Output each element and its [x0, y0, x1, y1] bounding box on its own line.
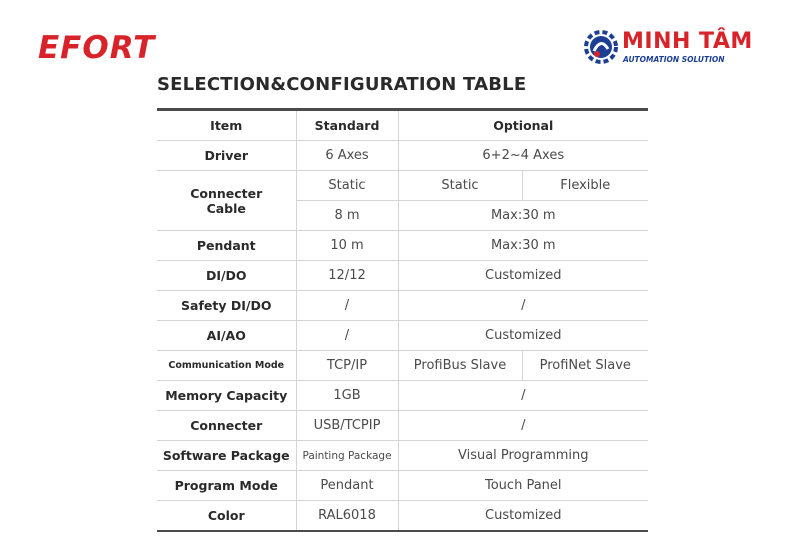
standard-driver: 6 Axes: [296, 141, 398, 171]
page-title: SELECTION&CONFIGURATION TABLE: [157, 74, 527, 95]
optional-memory: /: [398, 381, 648, 411]
minh-tam-logo: [583, 29, 768, 69]
table-row: [157, 381, 648, 411]
row-label-dido: DI/DO: [157, 261, 296, 291]
table-row: [157, 231, 648, 261]
optional-driver: 6+2~4 Axes: [398, 141, 648, 171]
standard-memory: 1GB: [296, 381, 398, 411]
configuration-table: [157, 108, 648, 532]
connecter-cable-line2: Cable: [206, 200, 246, 216]
table-row: [157, 441, 648, 471]
optional-color: Customized: [398, 501, 648, 532]
optional-cable-flexible: Flexible: [522, 171, 648, 201]
row-label-connecter-cable: [157, 171, 296, 231]
table-header-row: [157, 110, 648, 141]
optional-profibus: ProfiBus Slave: [398, 351, 522, 381]
standard-color: RAL6018: [296, 501, 398, 532]
row-label-program-mode: Program Mode: [157, 471, 296, 501]
standard-program-mode: Pendant: [296, 471, 398, 501]
header-optional: Optional: [398, 110, 648, 141]
row-label-aiao: AI/AO: [157, 321, 296, 351]
efort-logo: EFORT: [38, 30, 156, 66]
optional-dido: Customized: [398, 261, 648, 291]
standard-cable-length: 8 m: [296, 201, 398, 231]
optional-software: Visual Programming: [398, 441, 648, 471]
header-standard: Standard: [296, 110, 398, 141]
optional-cable-length: Max:30 m: [398, 201, 648, 231]
standard-connecter: USB/TCPIP: [296, 411, 398, 441]
table-row: [157, 501, 648, 532]
table-row: [157, 351, 648, 381]
row-label-memory: Memory Capacity: [157, 381, 296, 411]
row-label-safety-dido: Safety DI/DO: [157, 291, 296, 321]
optional-aiao: Customized: [398, 321, 648, 351]
standard-cable-type: Static: [296, 171, 398, 201]
row-label-color: Color: [157, 501, 296, 532]
row-label-pendant: Pendant: [157, 231, 296, 261]
optional-profinet: ProfiNet Slave: [522, 351, 648, 381]
table-row: [157, 291, 648, 321]
table-row: [157, 141, 648, 171]
row-label-software: Software Package: [157, 441, 296, 471]
row-label-connecter: Connecter: [157, 411, 296, 441]
row-label-communication: Communication Mode: [157, 351, 296, 381]
table-row: [157, 471, 648, 501]
standard-pendant: 10 m: [296, 231, 398, 261]
optional-program-mode: Touch Panel: [398, 471, 648, 501]
optional-safety-dido: /: [398, 291, 648, 321]
header-item: Item: [157, 110, 296, 141]
standard-safety-dido: /: [296, 291, 398, 321]
table-row: [157, 411, 648, 441]
row-label-driver: Driver: [157, 141, 296, 171]
minh-tam-name: MINH TÂM: [622, 29, 753, 54]
table-row: [157, 321, 648, 351]
standard-software: Painting Package: [296, 441, 398, 471]
standard-aiao: /: [296, 321, 398, 351]
standard-communication: TCP/IP: [296, 351, 398, 381]
table-row: [157, 171, 648, 201]
gear-logo-icon: [583, 29, 619, 65]
optional-pendant: Max:30 m: [398, 231, 648, 261]
optional-cable-static: Static: [398, 171, 522, 201]
standard-dido: 12/12: [296, 261, 398, 291]
connecter-cable-line1: Connecter: [190, 185, 263, 201]
optional-connecter: /: [398, 411, 648, 441]
minh-tam-subtitle: AUTOMATION SOLUTION: [623, 55, 725, 64]
table-row: [157, 261, 648, 291]
